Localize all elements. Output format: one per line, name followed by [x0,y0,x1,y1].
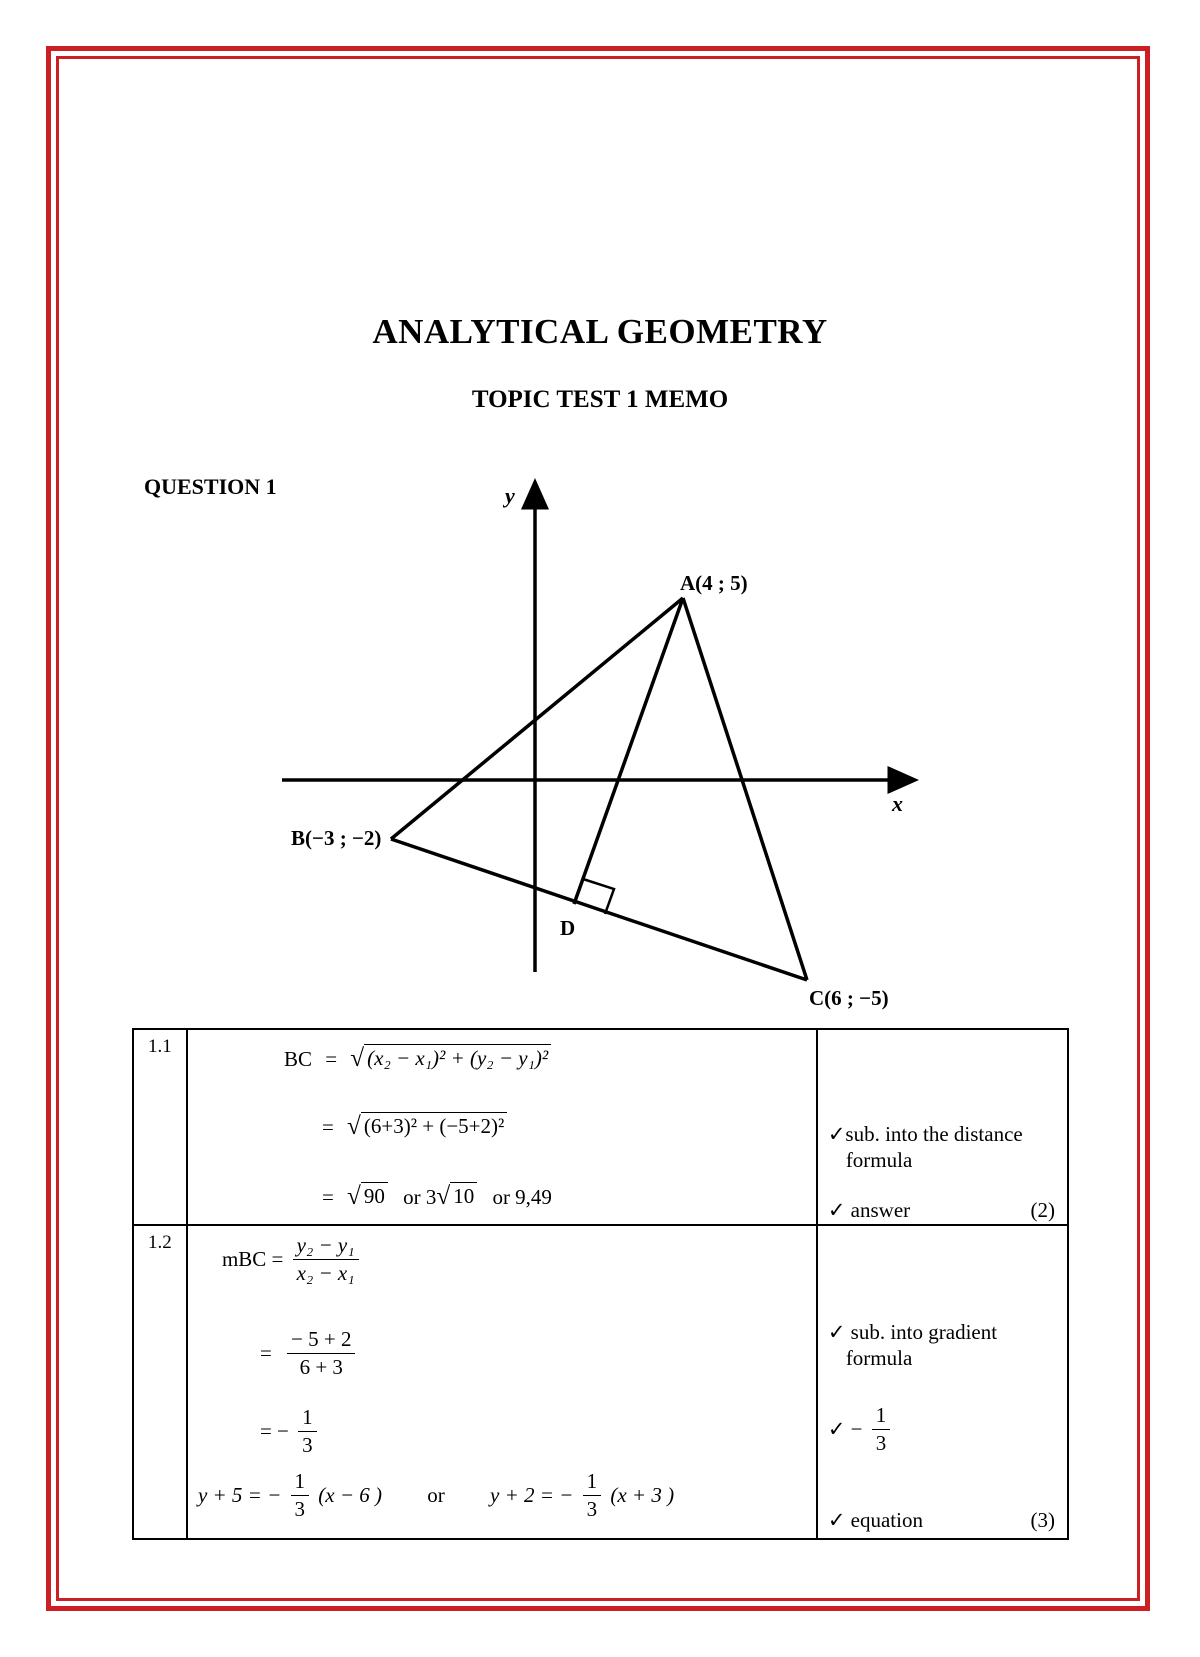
distance-formula-line: BC = √ (x₂ − x₁)² + (y₂ − y₁)² [284,1044,551,1072]
score: (3) [1030,1508,1055,1532]
question-number: 1.1 [133,1029,187,1225]
distance-answer-line: = √ 90 or 3 √ 10 or 9,49 [321,1183,552,1211]
score: (2) [1030,1198,1055,1222]
page-title: ANALYTICAL GEOMETRY [372,312,828,351]
table-row [133,1029,1068,1225]
memo-table [132,1028,1069,1540]
gradient-result-line: = − $\frac{1}{3}$ [260,1406,321,1457]
point-c-label: C(6 ; −5) [809,986,889,1010]
side-ac [683,598,807,980]
y-axis-label: y [505,483,515,508]
page-subtitle: TOPIC TEST 1 MEMO [471,386,729,413]
sqrt-formula: √ (x₂ − x₁)² + (y₂ − y₁)² [350,1044,551,1071]
distance-sub-line: = √ (6+3)² + (−5+2)² [322,1112,507,1140]
point-b-label: B(−3 ; −2) [291,826,382,850]
working-cell [187,1029,817,1225]
sqrt-sub: √ (6+3)² + (−5+2)² [347,1112,507,1139]
gradient-sub-line: = $\frac{- 5 + 2}{6 + 3}$ [260,1328,360,1379]
x-axis-label: x [892,791,903,816]
question-number: 1.2 [133,1225,187,1539]
question-label: QUESTION 1 [144,474,277,499]
point-d-label: D [560,916,576,940]
marks-cell: ✓ sub. into gradient formula ✓ − $\frac{1}{3}$ ✓ equation (3) [817,1225,1068,1539]
side-bc [391,839,807,980]
marks-cell: ✓sub. into the distance formula ✓ answer (2) [817,1029,1068,1225]
table-row [133,1225,1068,1539]
working-cell [187,1225,817,1539]
mark-gradient: ✓ − $\frac{1}{3}$ [828,1404,894,1455]
equation-line: y + 5 = − $\frac{1}{3}$ (x − 6 ) or y + 2 = − $\frac{1}{3}$ (x + 3 ) [197,1469,675,1522]
point-a-label: A(4 ; 5) [680,571,748,595]
gradient-formula-line: mBC = $\frac{\text{y₂ − y₁}}{\text{x₂ − x₁}}$ [222,1234,363,1285]
